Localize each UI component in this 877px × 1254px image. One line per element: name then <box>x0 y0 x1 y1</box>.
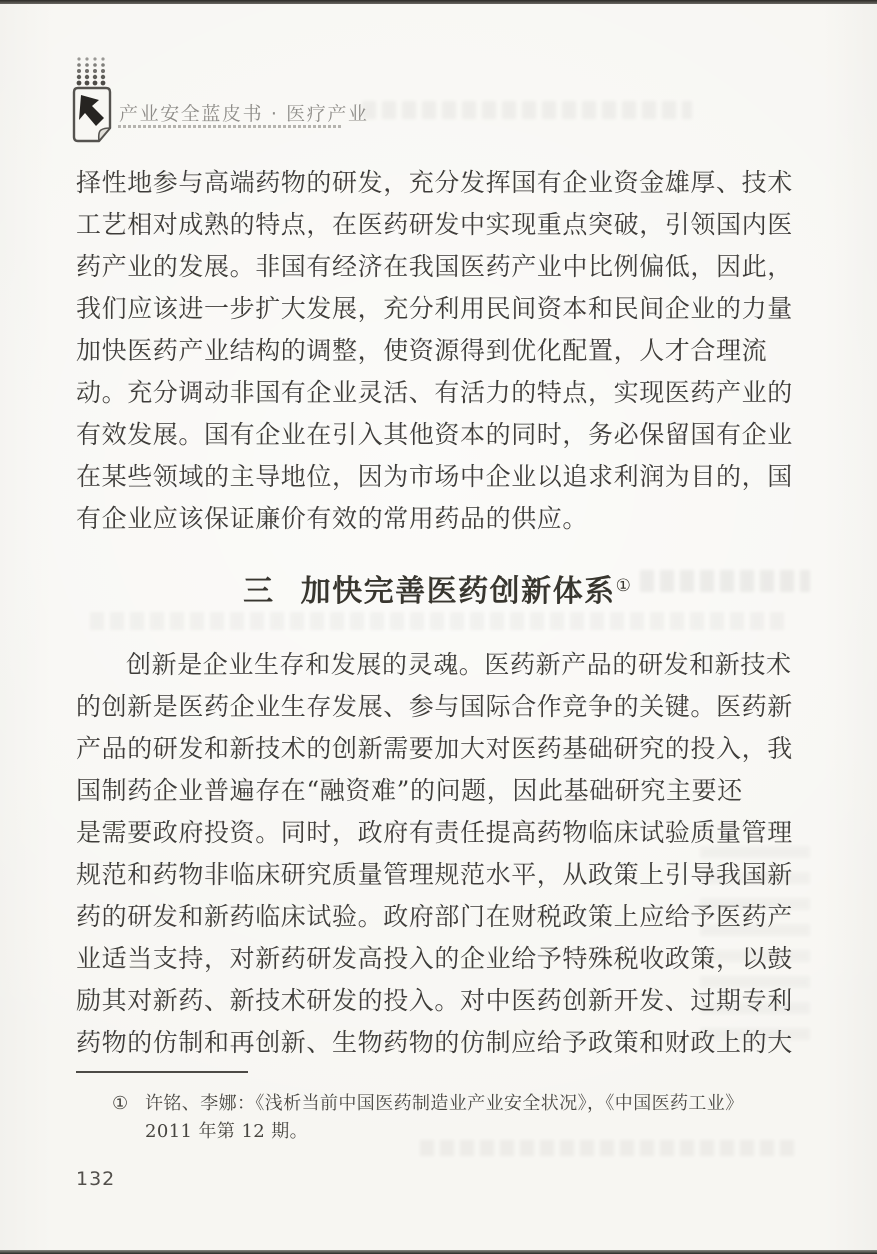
text-line: 业适当支持，对新药研发高投入的企业给予特殊税收政策，以鼓 <box>76 944 793 973</box>
text-line: 药物的仿制和再创新、生物药物的仿制应给予政策和财政上的大 <box>76 1028 793 1057</box>
book-series-title: 产业安全蓝皮书 · 医疗产业 <box>119 103 369 125</box>
text-line: 国制药企业普遍存在“融资难”的问题，因此基础研究主要还 <box>76 776 743 805</box>
bleed-through-ghost <box>362 101 692 119</box>
section-title: 加快完善医药创新体系 <box>300 574 616 609</box>
text-line: 的创新是医药企业生存发展、参与国际合作竞争的关键。医药新 <box>76 692 793 721</box>
text-line: 规范和药物非临床研究质量管理规范水平，从政策上引导我国新 <box>76 860 793 889</box>
paragraph-2 <box>76 644 798 1064</box>
text-line: 有效发展。国有企业在引入其他资本的同时，务必保留国有企业 <box>76 420 793 449</box>
text-line: 在某些领域的主导地位，因为市场中企业以追求利润为目的，国 <box>76 462 793 491</box>
text-line: 我们应该进一步扩大发展，充分利用民间资本和民间企业的力量 <box>76 294 793 323</box>
footnote-reference-mark: ① <box>615 576 631 596</box>
section-number: 三 <box>243 574 275 609</box>
text-line: 励其对新药、新技术研发的投入。对中医药创新开发、过期专利 <box>76 986 793 1015</box>
text-line: 工艺相对成熟的特点，在医药研发中实现重点突破，引领国内医 <box>76 210 793 239</box>
text-line: 药产业的发展。非国有经济在我国医药产业中比例偏低，因此， <box>76 252 793 281</box>
bleed-through-ghost <box>90 612 790 630</box>
scan-edge-top <box>0 0 877 4</box>
text-line: 创新是企业生存和发展的灵魂。医药新产品的研发和新技术 <box>126 650 792 679</box>
footnote-text-line: 许铭、李娜：《浅析当前中国医药制造业产业安全状况》，《中国医药工业》 <box>145 1093 744 1114</box>
text-line: 择性地参与高端药物的研发，充分发挥国有企业资金雄厚、技术 <box>76 168 793 197</box>
scan-edge-bottom <box>0 1250 877 1254</box>
footnote <box>112 1090 812 1146</box>
text-line: 药的研发和新药临床试验。政府部门在财税政策上应给予医药产 <box>76 902 793 931</box>
text-line: 加快医药产业结构的调整，使资源得到优化配置，人才合理流 <box>76 336 768 365</box>
text-line: 是需要政府投资。同时，政府有责任提高药物临床试验质量管理 <box>76 818 793 847</box>
header-dashed-underline <box>118 125 342 128</box>
footnote-text-line: 2011 年第 12 期。 <box>145 1121 309 1142</box>
blue-book-logo-icon <box>68 54 114 148</box>
text-line: 有企业应该保证廉价有效的常用药品的供应。 <box>76 504 589 533</box>
footnote-marker: ① <box>112 1093 129 1114</box>
text-line: 产品的研发和新技术的创新需要加大对医药基础研究的投入，我 <box>76 734 793 763</box>
footnote-separator-rule <box>76 1071 248 1073</box>
document-arrow-icon <box>68 54 114 144</box>
paragraph-1 <box>76 162 798 540</box>
text-line: 动。充分调动非国有企业灵活、有活力的特点，实现医药产业的 <box>76 378 793 407</box>
section-heading <box>76 566 798 610</box>
page-number: 132 <box>76 1168 116 1190</box>
